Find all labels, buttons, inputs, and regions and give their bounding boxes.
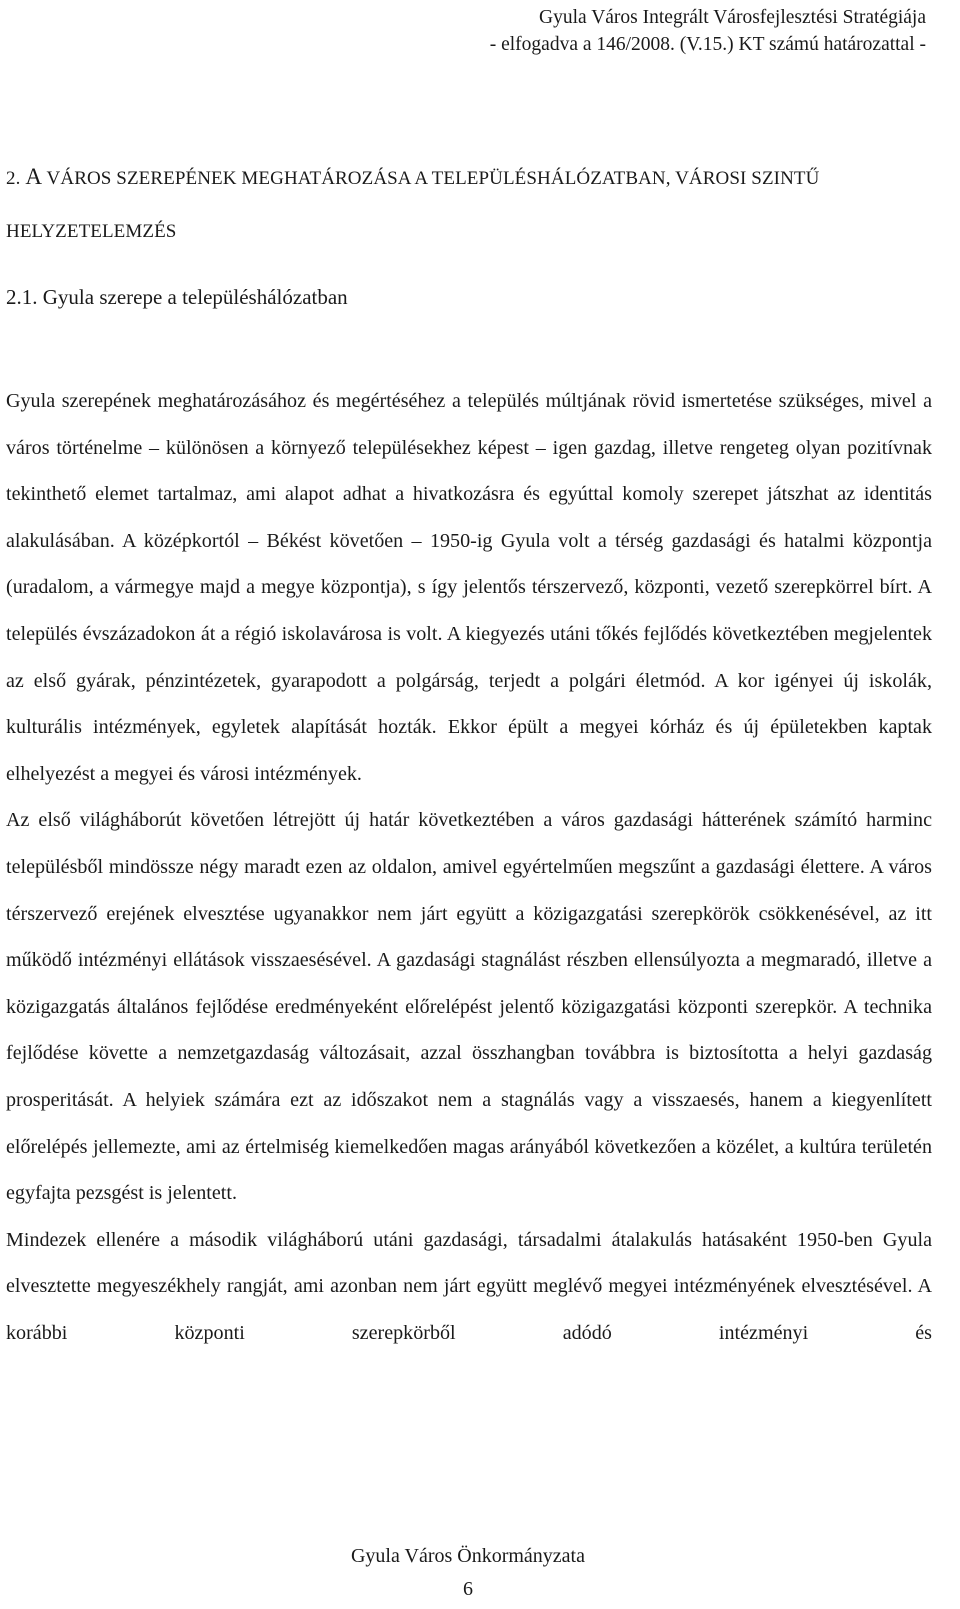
page-number: 6 (463, 1578, 473, 1600)
subsection-heading: 2.1. Gyula szerepe a településhálózatban (6, 285, 348, 309)
header-subtitle: - elfogadva a 146/2008. (V.15.) KT számú határozattal - (489, 34, 926, 55)
footer-organization: Gyula Város Önkormányzata (350, 1545, 585, 1567)
paragraph: Mindezek ellenére a második világháború utáni gazdasági, társadalmi átalakulás hatásaként 1950-ben Gyula elvesztette megyeszékhely rangját, ami azonban nem járt együtt meglévő megyei intézményének elvesztésével. A korábbi központi szerepkörből adódó intézményi és (6, 1228, 932, 1344)
section-number: 2. (6, 168, 21, 189)
header-title: Gyula Város Integrált Városfejlesztési Stratégiája (539, 7, 926, 28)
section-heading (6, 150, 926, 258)
section-heading-text: VÁROS SZEREPÉNEK MEGHATÁROZÁSA A TELEPÜLÉSHÁLÓZATBAN, VÁROSI SZINTŰ HELYZETELEMZÉS (6, 168, 820, 242)
body-text (6, 378, 932, 1356)
paragraph: Az első világháborút követően létrejött új határ következtében a város gazdasági hátterének számító harminc településből mindössze négy maradt ezen az oldalon, amivel egyértelműen megszűnt a gazdasági élettere. A város térszervező erejének elvesztése ugyanakkor nem járt együtt a közigazgatási szerepkörök csökkenésével, az itt működő intézményi ellátások visszaesésével. A gazdasági stagnálást részben ellensúlyozta a megmaradó, illetve a közigazgatás általános fejlődése eredményeként előrelépést jelentő közigazgatási központi szerepkör. A technika fejlődése követte a nemzetgazdaság változásait, azzal összhangban továbbra is biztosította a helyi gazdaság prosperitását. A helyiek számára ezt az időszakot nem a stagnálás vagy a visszaesés, hanem a kiegyenlített előrelépés jellemezte, ami az értelmiség kiemelkedően magas arányából következően a közélet, a kultúra területén egyfajta pezsgést is jelentett. (6, 809, 932, 1205)
section-heading-initial: A (25, 164, 43, 189)
page-header (490, 4, 926, 58)
page-footer (0, 1540, 936, 1606)
paragraph: Gyula szerepének meghatározásához és megértéséhez a település múltjának rövid ismertetése szükséges, mivel a város történelme – különösen a környező településekhez képest – igen gazdag, illetve rengeteg olyan pozitívnak tekinthető elemet tartalmaz, ami alapot adhat a hivatkozásra és egyúttal komoly szerepet játszhat az identitás alakulásában. A középkortól – Békést követően – 1950-ig Gyula volt a térség gazdasági és hatalmi központja (uradalom, a vármegye majd a megye központja), s így jelentős térszervező, központi, vezető szerepkörrel bírt. A település évszázadokon át a régió iskolavárosa is volt. A kiegyezés utáni tőkés fejlődés következtében megjelentek az első gyárak, pénzintézetek, gyarapodott a polgárság, terjedt a polgári életmód. A kor igényei új iskolák, kulturális intézmények, egyletek alapítását hozták. Ekkor épült a megyei kórház és új épületekben kaptak elhelyezést a megyei és városi intézmények. (6, 390, 932, 785)
